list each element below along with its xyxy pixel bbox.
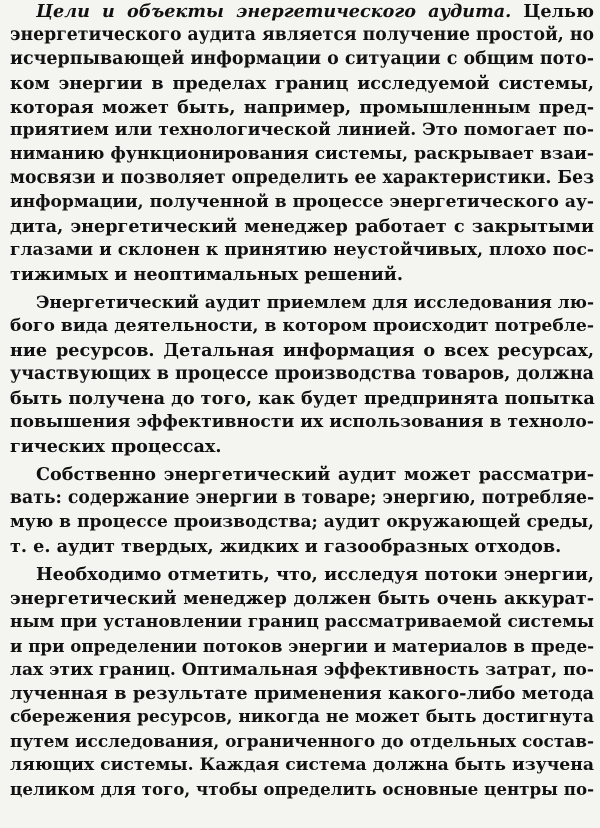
paragraph-2 bbox=[10, 291, 594, 458]
text-line: сбережения ресурсов, никогда не может быть достигнута bbox=[10, 707, 594, 728]
section-heading: Цели и объекты энергетического аудита. bbox=[36, 1, 512, 22]
document-page bbox=[10, 0, 594, 828]
text-line: лах этих границ. Оптимальная эффективность затрат, по- bbox=[10, 659, 594, 680]
text-line: Энергетический аудит приемлем для исследования лю- bbox=[36, 292, 594, 313]
text-line: мосвязи и позволяет определить ее характеристики. Без bbox=[10, 168, 595, 189]
text-line: глазами и склонен к принятию неустойчивых, плохо пос- bbox=[10, 239, 594, 260]
text-line: лученная в результате применения какого-либо метода bbox=[10, 683, 594, 705]
text-line: повышения эффективности их использования в техноло- bbox=[10, 411, 594, 432]
text-line: ком энергии в пределах границ исследуемой системы, bbox=[10, 72, 594, 94]
text-line: ляющих системы. Каждая система должна быть изучена bbox=[10, 755, 594, 776]
text-line: участвующих в процессе производства товаров, должна bbox=[10, 363, 594, 384]
text-line: целиком для того, чтобы определить основные центры по- bbox=[10, 779, 594, 799]
text-line: т. е. аудит твердых, жидких и газообразных отходов. bbox=[10, 535, 562, 557]
text-line: приятием или технологической линией. Это помогает по- bbox=[10, 120, 595, 141]
text-line: Необходимо отметить, что, исследуя потоки энергии, bbox=[36, 563, 594, 585]
text-line: которая может быть, например, промышленным пред- bbox=[10, 96, 594, 118]
text-line: дита, энергетический менеджер работает с закрытыми bbox=[10, 216, 594, 238]
text-line: путем исследования, ограниченного до отдельных состав- bbox=[10, 731, 594, 752]
text-line: исчерпывающей информации о ситуации с общим пото- bbox=[10, 48, 595, 69]
text-line: энергетический менеджер должен быть очень аккурат- bbox=[10, 587, 594, 609]
text-line: и при определении потоков энергии и материалов в преде- bbox=[10, 635, 594, 656]
text-line: ние ресурсов. Детальная информация о всех ресурсах, bbox=[10, 339, 594, 361]
paragraph-1 bbox=[10, 0, 594, 287]
text-line bbox=[10, 0, 594, 24]
text-line: информации, полученной в процессе энергетического ау- bbox=[10, 192, 594, 213]
text-line: ниманию функционирования системы, раскрывает взаи- bbox=[10, 144, 594, 165]
text-line: Собственно энергетический аудит может рассматри- bbox=[36, 463, 594, 485]
text-line: тижимых и неоптимальных решений. bbox=[10, 263, 403, 285]
text-span: Целью bbox=[511, 1, 594, 22]
paragraph-4 bbox=[10, 563, 594, 802]
text-line: вать: содержание энергии в товаре; энергию, потребляе- bbox=[10, 487, 595, 508]
text-line: энергетического аудита является получение простой, но bbox=[10, 24, 594, 45]
text-line: быть получена до того, как будет предпринята попытка bbox=[10, 387, 595, 409]
paragraph-3 bbox=[10, 463, 594, 559]
text-line: ным при установлении границ рассматриваемой системы bbox=[10, 611, 594, 632]
text-line: бого вида деятельности, в котором происходит потребле- bbox=[10, 316, 594, 337]
text-line: гических процессах. bbox=[10, 435, 222, 457]
text-line: мую в процессе производства; аудит окружающей среды, bbox=[10, 511, 594, 532]
